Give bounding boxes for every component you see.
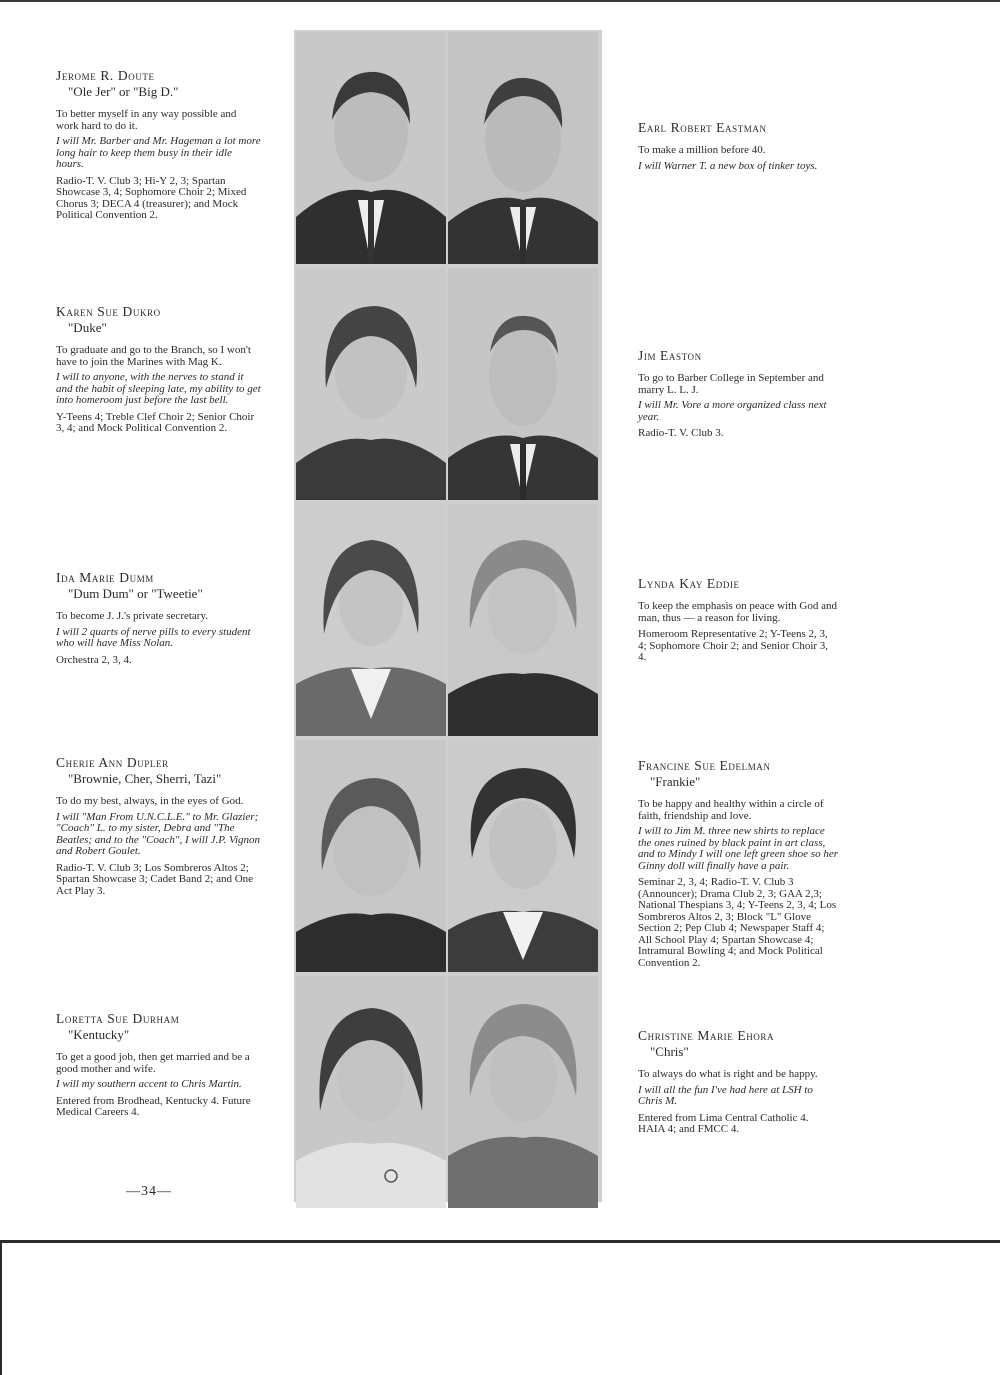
student-name: Karen Sue Dukro bbox=[56, 304, 161, 319]
portrait-ida-dumm bbox=[296, 504, 446, 736]
student-name: Jim Easton bbox=[638, 348, 702, 363]
senior-entry-christine-ehora bbox=[638, 1028, 838, 1136]
top-border bbox=[0, 0, 1000, 2]
student-nickname: "Brownie, Cher, Sherri, Tazi" bbox=[68, 771, 222, 786]
student-ambition: To be happy and healthy within a circle of faith, friendship and love. bbox=[638, 798, 824, 822]
student-will: I will all the fun I've had here at LSH to Chris M. bbox=[638, 1083, 813, 1107]
left-edge-border bbox=[0, 1240, 2, 1375]
student-ambition: To go to Barber College in September and marry L. L. J. bbox=[638, 372, 824, 396]
student-name: Jerome R. Doute bbox=[56, 68, 155, 83]
student-nickname: "Dum Dum" or "Tweetie" bbox=[68, 586, 203, 601]
student-activities: Entered from Brodhead, Kentucky 4. Future Medical Careers 4. bbox=[56, 1094, 251, 1118]
student-nickname: "Kentucky" bbox=[68, 1027, 130, 1042]
student-ambition: To better myself in any way possible and work hard to do it. bbox=[56, 108, 237, 132]
senior-entry-francine-edelman bbox=[638, 758, 838, 969]
senior-entry-jim-easton bbox=[638, 348, 838, 440]
senior-entry-cherie-dupler bbox=[56, 755, 261, 897]
portrait-cherie-dupler bbox=[296, 740, 446, 972]
student-will: I will Mr. Vore a more organized class next year. bbox=[638, 399, 827, 423]
student-name: Cherie Ann Dupler bbox=[56, 755, 169, 770]
student-will: I will my southern accent to Chris Martin. bbox=[56, 1078, 242, 1090]
student-ambition: To keep the emphasis on peace with God and man, thus — a reason for living. bbox=[638, 600, 838, 624]
student-activities: Entered from Lima Central Catholic 4. HAIA 4; and FMCC 4. bbox=[638, 1111, 809, 1135]
student-will: I will Mr. Barber and Mr. Hageman a lot more long hair to keep them busy in their idle hours. bbox=[56, 135, 261, 170]
senior-entry-earl-eastman bbox=[638, 120, 838, 172]
senior-entry-ida-dumm bbox=[56, 570, 261, 666]
student-will: I will to Jim M. three new shirts to replace the ones ruined by black paint in art class, and to Mindy I will one left green shoe so her Ginny doll will finally have a pair. bbox=[638, 825, 839, 872]
student-activities: Orchestra 2, 3, 4. bbox=[56, 653, 132, 666]
student-ambition: To graduate and go to the Branch, so I won't have to join the Marines with Mag K. bbox=[56, 344, 251, 368]
student-nickname: "Ole Jer" or "Big D." bbox=[68, 84, 179, 99]
portrait-christine-ehora bbox=[448, 976, 598, 1208]
portrait-jim-easton bbox=[448, 268, 598, 500]
student-ambition: To make a million before 40. bbox=[638, 144, 766, 156]
portrait-jerome-doute bbox=[296, 32, 446, 264]
student-ambition: To get a good job, then get married and be a good mother and wife. bbox=[56, 1051, 250, 1075]
student-nickname: "Frankie" bbox=[650, 774, 701, 789]
senior-entry-loretta-durham bbox=[56, 1011, 261, 1119]
student-name: Christine Marie Ehora bbox=[638, 1028, 775, 1043]
senior-entry-lynda-eddie bbox=[638, 576, 838, 664]
student-name: Loretta Sue Durham bbox=[56, 1011, 180, 1026]
student-will: I will "Man From U.N.C.L.E." to Mr. Glazier; "Coach" L. to my sister, Debra and "The Beatles; and to the "Coach", I will J.P. Vignon and Robert Goulet. bbox=[56, 810, 261, 857]
student-name: Francine Sue Edelman bbox=[638, 758, 771, 773]
student-ambition: To do my best, always, in the eyes of God. bbox=[56, 795, 244, 807]
page-number: —34— bbox=[126, 1184, 172, 1199]
student-name: Earl Robert Eastman bbox=[638, 120, 767, 135]
student-name: Lynda Kay Eddie bbox=[638, 576, 740, 591]
senior-entry-jerome-doute bbox=[56, 68, 261, 222]
senior-entry-karen-dukro bbox=[56, 304, 261, 435]
student-activities: Seminar 2, 3, 4; Radio-T. V. Club 3 (Announcer); Drama Club 2, 3; GAA 2,3; National Thespians 3, 4; Y-Teens 2, 3, 4; Los Sombreros Altos 2, 3; Block "L" Glove Section 2; Pep Club 4; Newspaper Staff 4; All School Play 4; Spartan Showcase 4; Intramural Bowling 4; and Mock Political Convention 2. bbox=[638, 876, 837, 969]
portrait-earl-eastman bbox=[448, 32, 598, 264]
portrait-loretta-durham bbox=[296, 976, 446, 1208]
student-activities: Radio-T. V. Club 3. bbox=[638, 427, 724, 439]
student-activities: Y-Teens 4; Treble Clef Choir 2; Senior Choir 3, 4; and Mock Political Convention 2. bbox=[56, 410, 255, 434]
student-ambition: To become J. J.'s private secretary. bbox=[56, 610, 208, 622]
portrait-lynda-eddie bbox=[448, 504, 598, 736]
student-will: I will Warner T. a new box of tinker toys. bbox=[638, 159, 818, 172]
student-will: I will 2 quarts of nerve pills to every student who will have Miss Nolan. bbox=[56, 625, 251, 649]
student-nickname: "Chris" bbox=[650, 1044, 689, 1059]
portrait-grid bbox=[294, 30, 602, 1202]
bottom-border bbox=[0, 1240, 1000, 1243]
portrait-francine-edelman bbox=[448, 740, 598, 972]
portrait-karen-dukro bbox=[296, 268, 446, 500]
student-name: Ida Marie Dumm bbox=[56, 570, 154, 585]
student-will: I will to anyone, with the nerves to stand it and the habit of sleeping late, my ability to get into homeroom just before the last bell. bbox=[56, 371, 261, 406]
student-activities: Homeroom Representative 2; Y-Teens 2, 3, 4; Sophomore Choir 2; and Senior Choir 3, 4. bbox=[638, 628, 829, 663]
student-activities: Radio-T. V. Club 3; Hi-Y 2, 3; Spartan Showcase 3, 4; Sophomore Choir 2; Mixed Chorus 3; DECA 4 (treasurer); and Mock Political Convention 2. bbox=[56, 174, 247, 221]
student-ambition: To always do what is right and be happy. bbox=[638, 1068, 818, 1080]
student-nickname: "Duke" bbox=[68, 320, 107, 335]
student-activities: Radio-T. V. Club 3; Los Sombreros Altos 2; Spartan Showcase 3; Cadet Band 2; and One Act Play 3. bbox=[56, 861, 254, 897]
